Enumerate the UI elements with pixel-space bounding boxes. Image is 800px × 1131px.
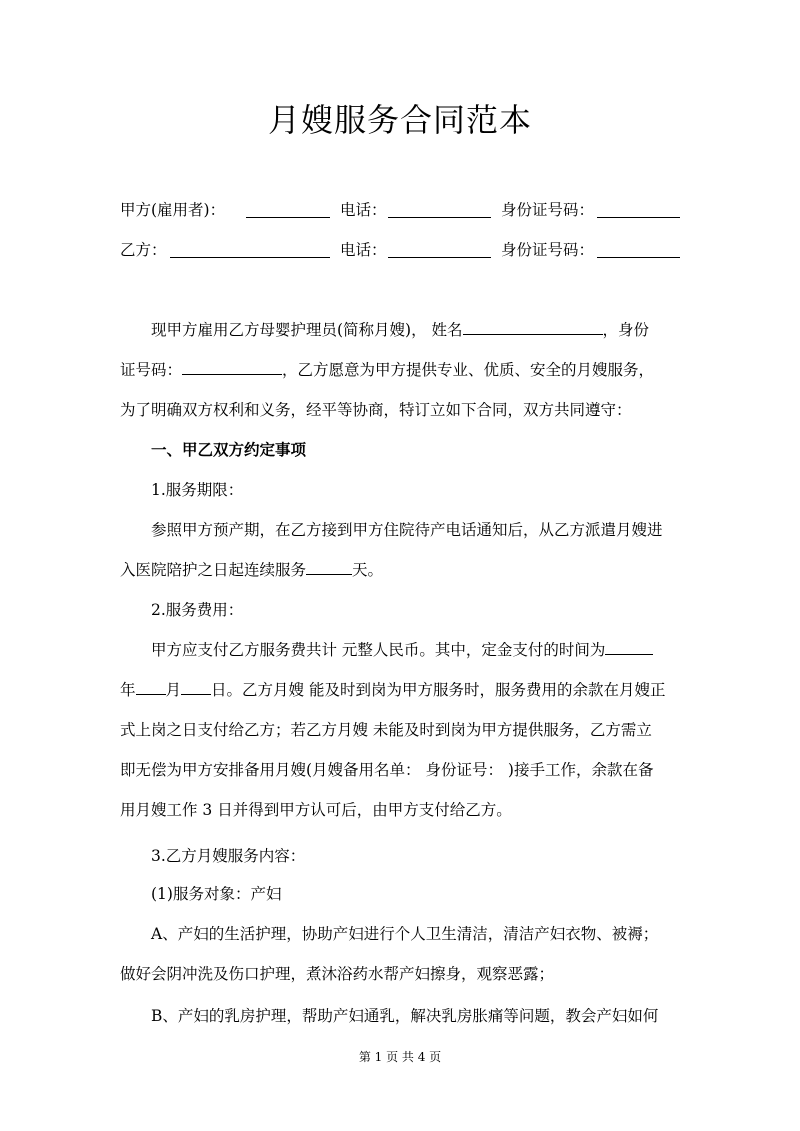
worker-name-blank[interactable]	[463, 318, 603, 335]
party-a-phone-label: 电话：	[340, 201, 387, 219]
intro-text: 证号码：	[120, 361, 183, 379]
paragraph-text: 日。乙方月嫂 能及时到岗为甲方服务时，服务费用的余款在月嫂正	[211, 681, 666, 699]
party-a-id-blank[interactable]	[597, 217, 680, 218]
page-number-footer: 第 1 页 共 4 页	[358, 1050, 442, 1064]
party-a-row	[120, 196, 680, 224]
party-b-name-blank[interactable]	[170, 257, 330, 258]
paragraph-line	[120, 550, 383, 590]
section-heading: 一、甲乙双方约定事项	[151, 440, 307, 459]
party-a-phone-blank[interactable]	[388, 217, 491, 218]
paragraph-text: 甲方应支付乙方服务费共计 元整人民币。其中，定金支付的时间为	[151, 641, 606, 659]
item-heading: 3.乙方月嫂服务内容：	[151, 847, 306, 865]
item-heading: 1.服务期限：	[151, 481, 244, 499]
party-a-id-label: 身份证号码：	[501, 201, 595, 219]
paragraph-line	[151, 630, 653, 670]
party-b-label: 乙方：	[120, 241, 167, 259]
paragraph-line: 式上岗之日支付给乙方；若乙方月嫂 未能及时到岗为甲方提供服务，乙方需立	[120, 721, 652, 739]
paragraph-line: 用月嫂工作 3 日并得到甲方认可后，由甲方支付给乙方。	[120, 801, 512, 819]
party-a-label: 甲方(雇用者)：	[120, 201, 226, 219]
worker-id-blank[interactable]	[182, 358, 282, 375]
party-b-id-blank[interactable]	[597, 257, 680, 258]
service-days-blank[interactable]	[306, 558, 352, 575]
sub-item: (1)服务对象：产妇	[151, 885, 282, 903]
paragraph-line: 参照甲方预产期，在乙方接到甲方住院待产电话通知后，从乙方派遣月嫂进	[151, 521, 663, 539]
paragraph-text: 月	[165, 681, 182, 699]
intro-text: ，乙方愿意为甲方提供专业、优质、安全的月嫂服务，	[282, 361, 655, 379]
item-heading: 2.服务费用：	[151, 601, 244, 619]
party-b-phone-label: 电话：	[340, 241, 387, 259]
party-b-id-label: 身份证号码：	[501, 241, 595, 259]
paragraph-line: A、产妇的生活护理，协助产妇进行个人卫生清洁，清洁产妇衣物、被褥；	[151, 925, 659, 943]
document-title: 月嫂服务合同范本	[267, 101, 532, 139]
paragraph-text: 天。	[352, 561, 384, 579]
paragraph-line	[120, 670, 665, 710]
paragraph-text: 入医院陪护之日起连续服务	[120, 561, 307, 579]
party-a-name-blank[interactable]	[246, 217, 330, 218]
deposit-day-blank[interactable]	[181, 678, 211, 695]
paragraph-line: B、产妇的乳房护理，帮助产妇通乳，解决乳房胀痛等问题，教会产妇如何	[151, 1007, 659, 1025]
party-b-row	[120, 236, 680, 264]
intro-text: 现甲方雇用乙方母婴护理员(简称月嫂)， 姓名	[151, 321, 463, 339]
intro-line-1	[151, 310, 649, 350]
paragraph-line: 即无偿为甲方安排备用月嫂(月嫂备用名单： 身份证号： )接手工作，余款在备	[120, 761, 654, 779]
deposit-month-blank[interactable]	[136, 678, 166, 695]
intro-text: ，身份	[602, 321, 650, 339]
paragraph-text: 年	[120, 681, 136, 699]
paragraph-line: 做好会阴冲洗及伤口护理，煮沐浴药水帮产妇擦身，观察恶露；	[120, 965, 555, 983]
intro-line-2	[120, 350, 654, 390]
deposit-year-blank[interactable]	[605, 638, 653, 655]
party-b-phone-blank[interactable]	[388, 257, 491, 258]
intro-line-3: 为了明确双方权利和义务，经平等协商，特订立如下合同，双方共同遵守：	[120, 401, 632, 419]
